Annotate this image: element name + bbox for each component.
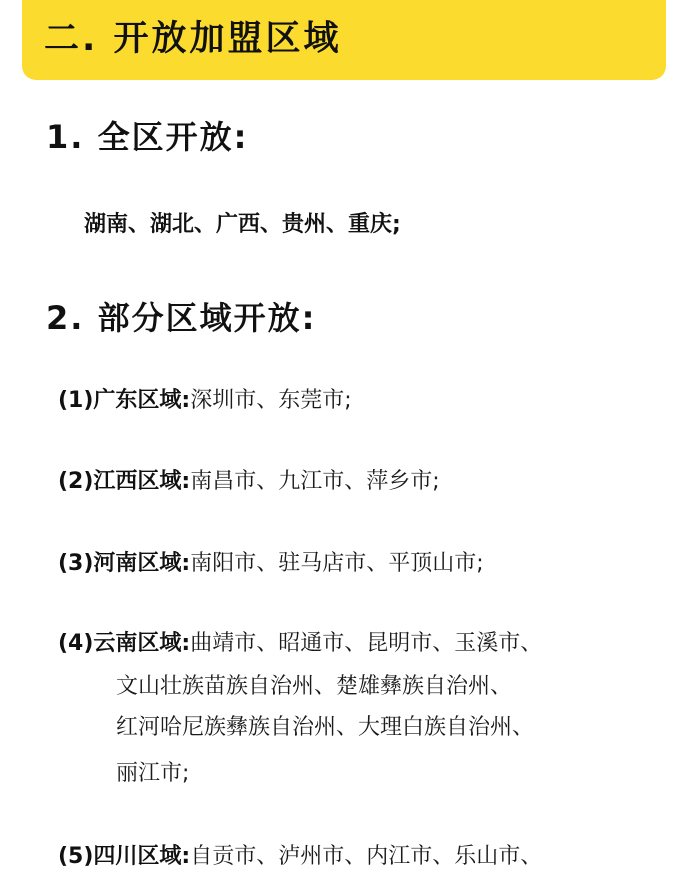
region-name: 江西区域: xyxy=(93,469,191,494)
region-cities-continued: 文山壮族苗族自治州、楚雄彝族自治州、 xyxy=(116,674,513,699)
region-item-guangdong xyxy=(58,384,352,418)
region-cities: 曲靖市、昭通市、昆明市、玉溪市、 xyxy=(190,631,543,656)
item-number: (5) xyxy=(58,844,94,869)
full-open-provinces: 湖南、湖北、广西、贵州、重庆; xyxy=(84,212,401,237)
item-number: (3) xyxy=(58,551,94,576)
region-cities: 深圳市、东莞市; xyxy=(190,388,352,413)
region-cities: 自贡市、泸州市、内江市、乐山市、 xyxy=(190,844,543,869)
region-item-sichuan xyxy=(58,840,542,874)
item-number: (4) xyxy=(58,631,94,656)
item-number: (1) xyxy=(58,388,94,413)
region-cities: 南昌市、九江市、萍乡市; xyxy=(190,469,440,494)
section-title: 二. 开放加盟区域 xyxy=(44,19,342,59)
region-name: 广东区域: xyxy=(93,388,191,413)
full-open-heading: 1. 全区开放: xyxy=(46,118,249,156)
region-name: 四川区域: xyxy=(93,844,191,869)
region-item-henan xyxy=(58,547,484,581)
partial-open-heading: 2. 部分区域开放: xyxy=(46,299,317,337)
region-cities-continued: 红河哈尼族彝族自治州、大理白族自治州、 xyxy=(116,715,535,740)
region-cities-continued: 丽江市; xyxy=(116,761,190,786)
region-name: 云南区域: xyxy=(93,631,191,656)
region-cities: 南阳市、驻马店市、平顶山市; xyxy=(190,551,484,576)
region-item-yunnan xyxy=(58,627,542,661)
region-item-jiangxi xyxy=(58,465,440,499)
region-name: 河南区域: xyxy=(93,551,191,576)
item-number: (2) xyxy=(58,469,94,494)
